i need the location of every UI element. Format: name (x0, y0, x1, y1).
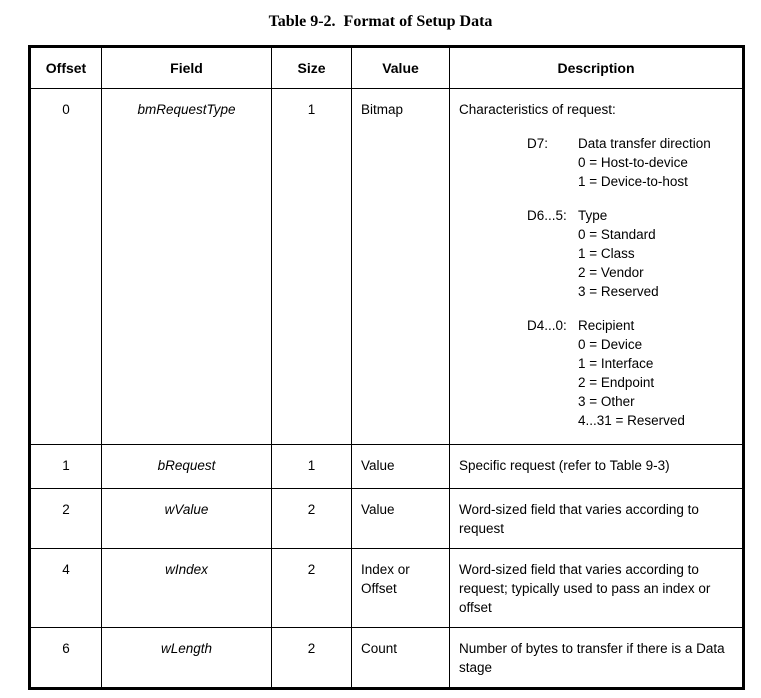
bitfield-line: 1 = Class (578, 246, 635, 261)
bitfield-label: D6...5: (527, 208, 567, 223)
bitfield-line: Data transfer direction (578, 136, 711, 151)
bitfield-lines (578, 134, 733, 191)
bitfield-label: D7: (527, 136, 549, 151)
table-row (30, 549, 744, 628)
bitfield-line: 4...31 = Reserved (578, 413, 685, 428)
size-cell: 1 (272, 89, 352, 445)
size-cell: 1 (272, 445, 352, 489)
header-description: Description (450, 47, 744, 89)
bitfield-line: Type (578, 208, 608, 223)
table-row (30, 628, 744, 689)
value-cell: Count (352, 628, 450, 689)
offset-cell: 6 (30, 628, 102, 689)
bitfield-d6-5 (527, 206, 733, 301)
bitfield-line: Recipient (578, 318, 635, 333)
bitfield-line: 0 = Standard (578, 227, 656, 242)
value-cell: Value (352, 489, 450, 549)
header-value: Value (352, 47, 450, 89)
table-caption: Table 9-2. Format of Setup Data (268, 13, 493, 30)
description-cell: Word-sized field that varies according to request (450, 489, 744, 549)
size-cell: 2 (272, 628, 352, 689)
header-size: Size (272, 47, 352, 89)
bitfield-d7 (527, 134, 733, 191)
offset-cell: 4 (30, 549, 102, 628)
offset-cell: 0 (30, 89, 102, 445)
table-row (30, 489, 744, 549)
setup-data-table (28, 45, 745, 690)
value-cell: Value (352, 445, 450, 489)
value-cell: Index or Offset (352, 549, 450, 628)
description-cell (450, 89, 744, 445)
field-cell: bRequest (102, 445, 272, 489)
bitfield-line: 2 = Endpoint (578, 375, 655, 390)
value-cell: Bitmap (352, 89, 450, 445)
field-cell: bmRequestType (102, 89, 272, 445)
bitfield-line: 0 = Host-to-device (578, 155, 688, 170)
bitfield-lines (578, 206, 733, 301)
bitfield-line: 1 = Device-to-host (578, 174, 688, 189)
field-cell: wLength (102, 628, 272, 689)
bitfield-label: D4...0: (527, 318, 567, 333)
header-field: Field (102, 47, 272, 89)
table-row (30, 89, 744, 445)
header-offset: Offset (30, 47, 102, 89)
bitfield-line: 0 = Device (578, 337, 643, 352)
bitfield-line: 2 = Vendor (578, 265, 644, 280)
description-cell: Number of bytes to transfer if there is a Data stage (450, 628, 744, 689)
field-cell: wIndex (102, 549, 272, 628)
description-text: Characteristics of request: (459, 102, 616, 117)
description-cell: Specific request (refer to Table 9-3) (450, 445, 744, 489)
table-header-row (30, 47, 744, 89)
bitfield-line: 1 = Interface (578, 356, 654, 371)
bitfield-line: 3 = Reserved (578, 284, 659, 299)
description-cell: Word-sized field that varies according to request; typically used to pass an index or offset (450, 549, 744, 628)
bitfield-lines (578, 316, 733, 430)
bitfield-line: 3 = Other (578, 394, 635, 409)
field-cell: wValue (102, 489, 272, 549)
offset-cell: 2 (30, 489, 102, 549)
size-cell: 2 (272, 489, 352, 549)
offset-cell: 1 (30, 445, 102, 489)
size-cell: 2 (272, 549, 352, 628)
bitfield-d4-0 (527, 316, 733, 430)
table-row (30, 445, 744, 489)
